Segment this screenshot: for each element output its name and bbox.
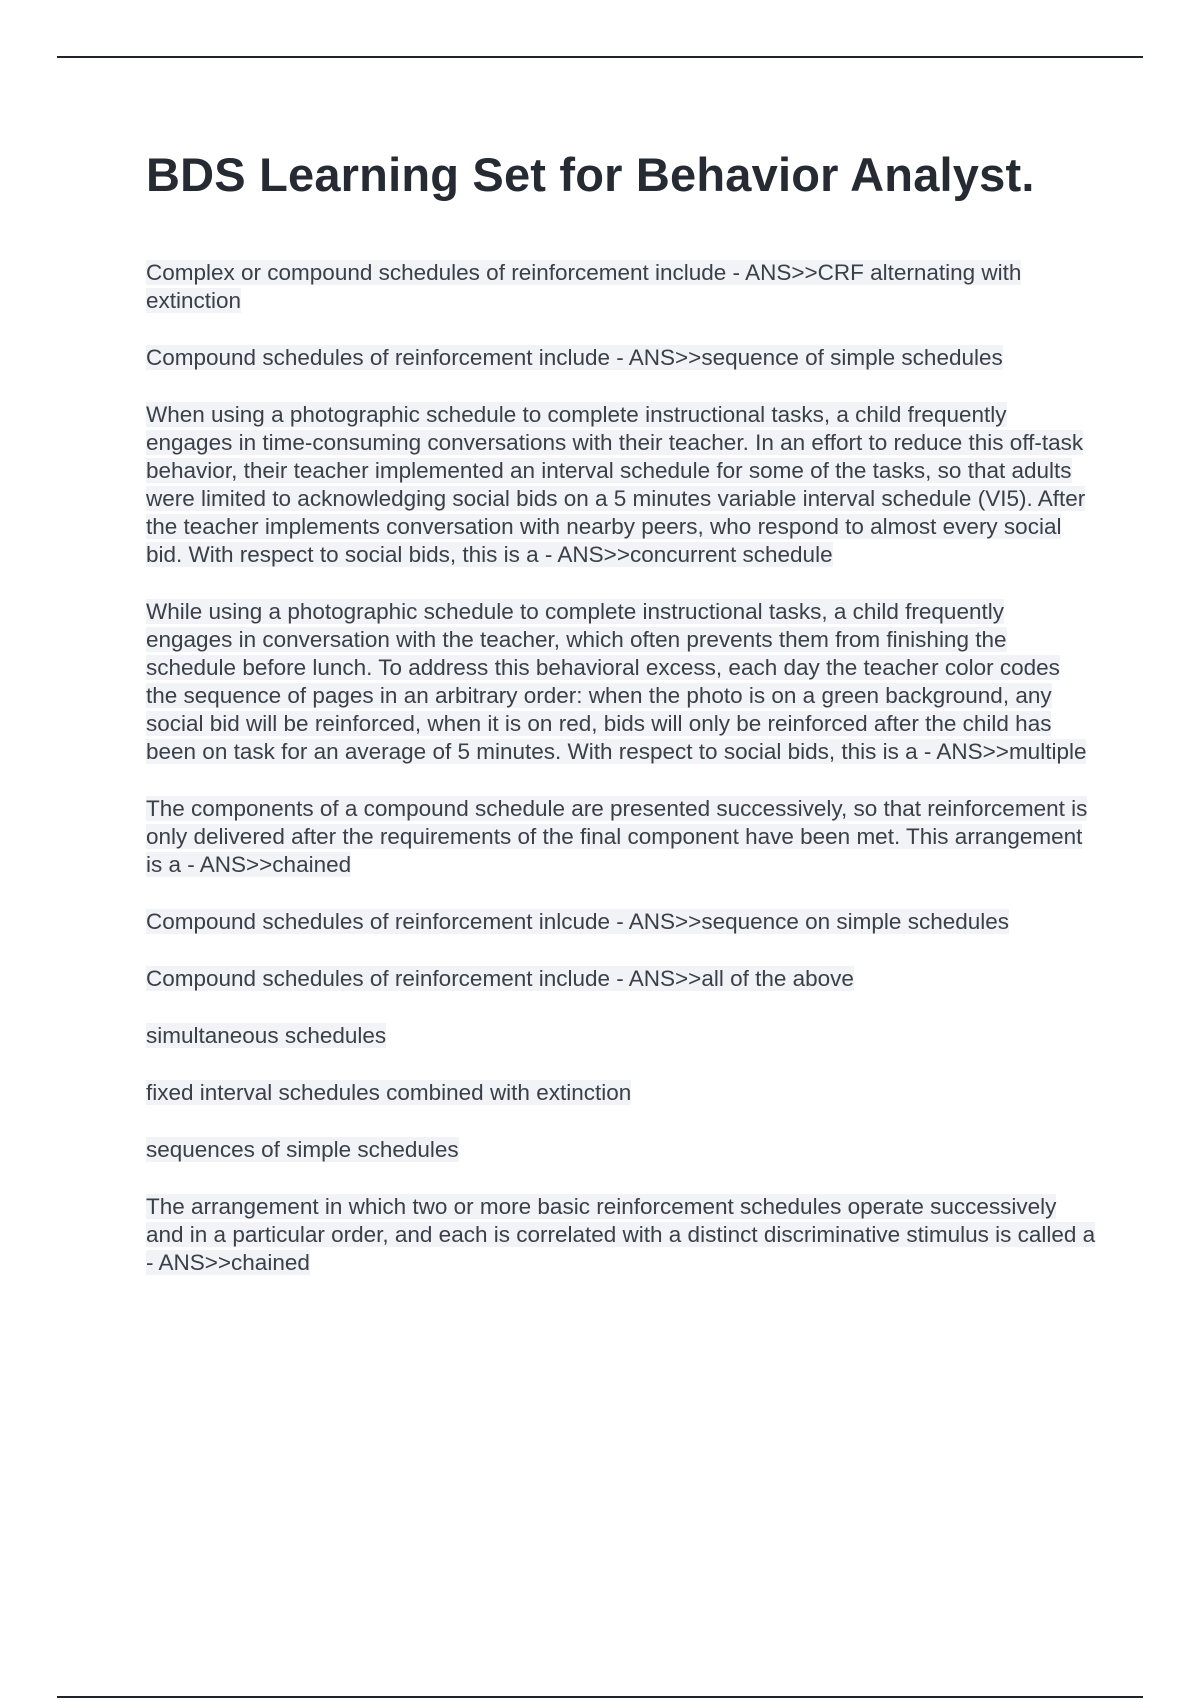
qa-item-text: The arrangement in which two or more basic reinforcement schedules operate successively and in a particular order, and each is correlated with a distinct discriminative stimulus is called a - ANS>>chained <box>146 1194 1096 1275</box>
qa-option <box>146 1079 1096 1107</box>
document-title: BDS Learning Set for Behavior Analyst. <box>146 148 1035 201</box>
qa-item <box>146 344 1096 372</box>
qa-item <box>146 795 1096 879</box>
qa-list <box>146 259 1096 1277</box>
qa-item <box>146 401 1096 569</box>
qa-item-text: Compound schedules of reinforcement include - ANS>>all of the above <box>146 966 854 991</box>
qa-option-text: fixed interval schedules combined with extinction <box>146 1080 632 1105</box>
header-rule <box>57 56 1143 58</box>
qa-item-text: Compound schedules of reinforcement inlcude - ANS>>sequence on simple schedules <box>146 909 1010 934</box>
qa-option <box>146 1136 1096 1164</box>
qa-option-text: simultaneous schedules <box>146 1023 387 1048</box>
qa-item-text: Compound schedules of reinforcement include - ANS>>sequence of simple schedules <box>146 345 1003 370</box>
qa-option-text: sequences of simple schedules <box>146 1137 459 1162</box>
qa-item <box>146 598 1096 766</box>
qa-option <box>146 1022 1096 1050</box>
qa-item <box>146 965 1096 993</box>
footer-rule <box>57 1696 1143 1698</box>
qa-item-text: While using a photographic schedule to complete instructional tasks, a child frequently engages in conversation with the teacher, which often prevents them from finishing the schedule before lunch. To address this behavioral excess, each day the teacher color codes the sequence of pages in an arbitrary order: when the photo is on a green background, any social bid will be reinforced, when it is on red, bids will only be reinforced after the child has been on task for an average of 5 minutes. With respect to social bids, this is a - ANS>>multiple <box>146 599 1087 764</box>
qa-item-text: The components of a compound schedule are presented successively, so that reinforcement is only delivered after the requirements of the final component have been met. This arrangement is a - ANS>>chained <box>146 796 1088 877</box>
document-page <box>146 146 1096 1306</box>
qa-item <box>146 908 1096 936</box>
qa-item <box>146 259 1096 315</box>
qa-item-text: When using a photographic schedule to complete instructional tasks, a child frequently engages in time-consuming conversations with their teacher. In an effort to reduce this off-task behavior, their teacher implemented an interval schedule for some of the tasks, so that adults were limited to acknowledging social bids on a 5 minutes variable interval schedule (VI5). After the teacher implements conversation with nearby peers, who respond to almost every social bid. With respect to social bids, this is a - ANS>>concurrent schedule <box>146 402 1086 567</box>
qa-item-text: Complex or compound schedules of reinforcement include - ANS>>CRF alternating with extinction <box>146 260 1022 313</box>
qa-item <box>146 1193 1096 1277</box>
